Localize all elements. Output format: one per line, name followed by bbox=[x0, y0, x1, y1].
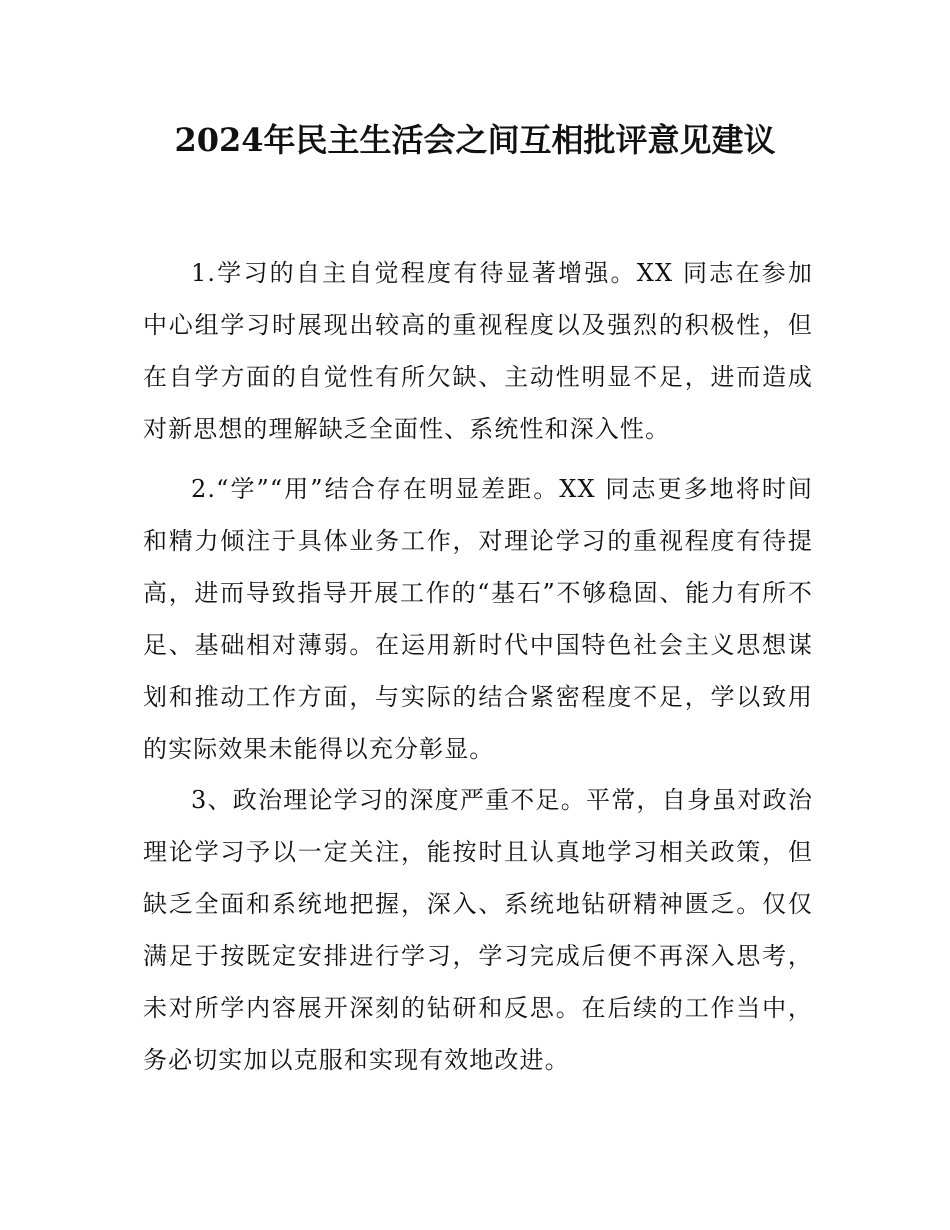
document-title: 2024年民主生活会之间互相批评意见建议 bbox=[174, 121, 776, 159]
paragraph-2: 2.“学”“用”结合存在明显差距。XX 同志更多地将时间和精力倾注于具体业务工作，对理论学习的重视程度有待提高，进而导致指导开展工作的“基石”不够稳固、能力有所不足、基础相对薄弱。在运用新时代中国特色社会主义思想谋划和推动工作方面，与实际的结合紧密程度不足，学以致用的实际效果未能得以充分彰显。 bbox=[143, 475, 813, 763]
paragraph-1: 1.学习的自主自觉程度有待显著增强。XX 同志在参加中心组学习时展现出较高的重视程度以及强烈的积极性，但在自学方面的自觉性有所欠缺、主动性明显不足，进而造成对新思想的理解缺乏全面性、系统性和深入性。 bbox=[143, 259, 813, 443]
paragraph-3: 3、政治理论学习的深度严重不足。平常，自身虽对政治理论学习予以一定关注，能按时且认真地学习相关政策，但缺乏全面和系统地把握，深入、系统地钻研精神匮乏。仅仅满足于按既定安排进行学习，学习完成后便不再深入思考，未对所学内容展开深刻的钻研和反思。在后续的工作当中，务必切实加以克服和实现有效地改进。 bbox=[143, 786, 813, 1074]
